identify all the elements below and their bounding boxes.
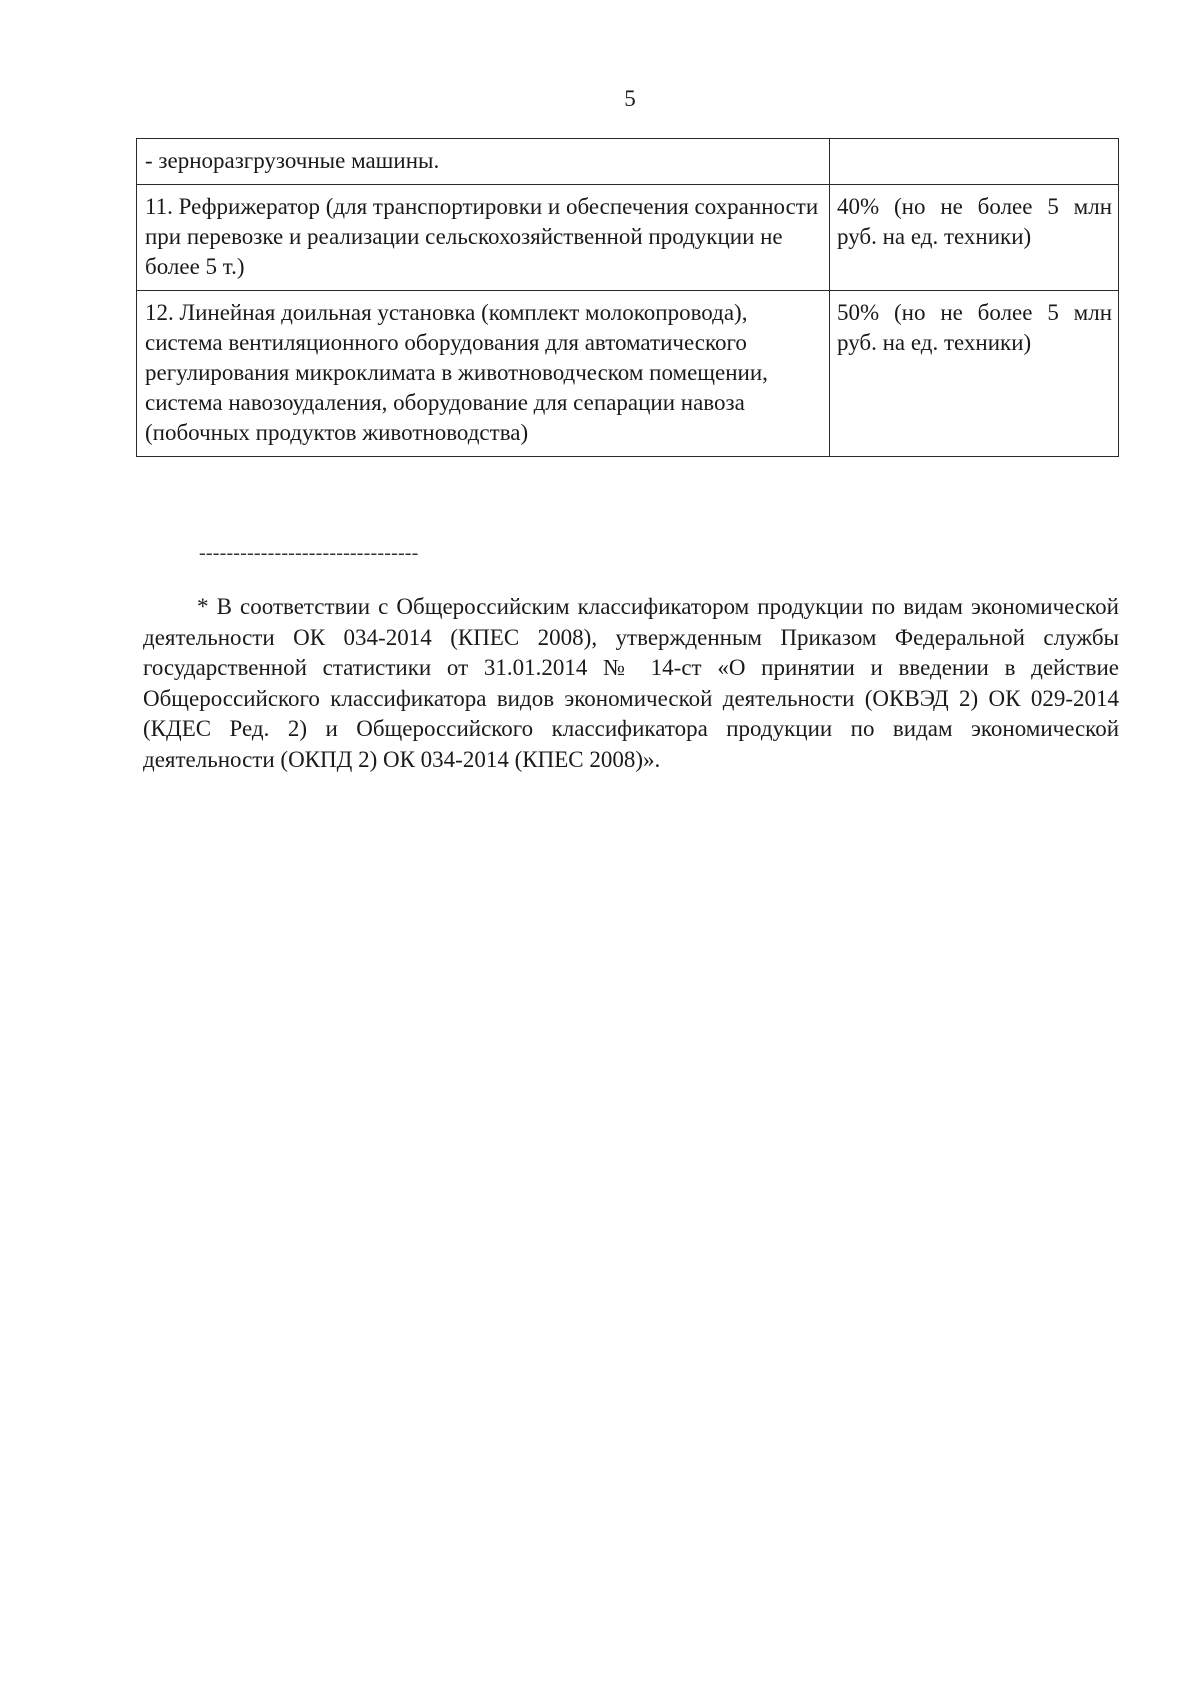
item-cell: 12. Линейная доильная установка (комплект молокопровода), система вентиляционного оборудования для автоматического регулирования микроклимата в животноводческом помещении, система навозоудаления, оборудование для сепарации навоза (побочных продуктов животноводства) [137,291,830,457]
rate-cell: 50% (но не более 5 млн руб. на ед. техники) [830,291,1119,457]
rate-cell [830,139,1119,185]
rate-cell: 40% (но не более 5 млн руб. на ед. техники) [830,185,1119,291]
table-row [137,139,1119,185]
item-cell: - зерноразгрузочные машины. [137,139,830,185]
footnote-separator: -------------------------------- [199,542,419,564]
item-cell: 11. Рефрижератор (для транспортировки и обеспечения сохранности при перевозке и реализации сельскохозяйственной продукции не более 5 т.) [137,185,830,291]
page-number: 5 [624,86,636,111]
equipment-table [136,138,1119,457]
table-row [137,185,1119,291]
footnote-text: * В соответствии с Общероссийским классификатором продукции по видам экономической деятельности ОК 034-2014 (КПЕС 2008), утвержденным Приказом Федеральной службы государственной статистики от 31.01.2014 № 14-ст «О принятии и введении в действие Общероссийского классификатора видов экономической деятельности (ОКВЭД 2) ОК 029-2014 (КДЕС Ред. 2) и Общероссийского классификатора продукции по видам экономической деятельности (ОКПД 2) ОК 034-2014 (КПЕС 2008)». [143,594,1119,772]
table-row [137,291,1119,457]
